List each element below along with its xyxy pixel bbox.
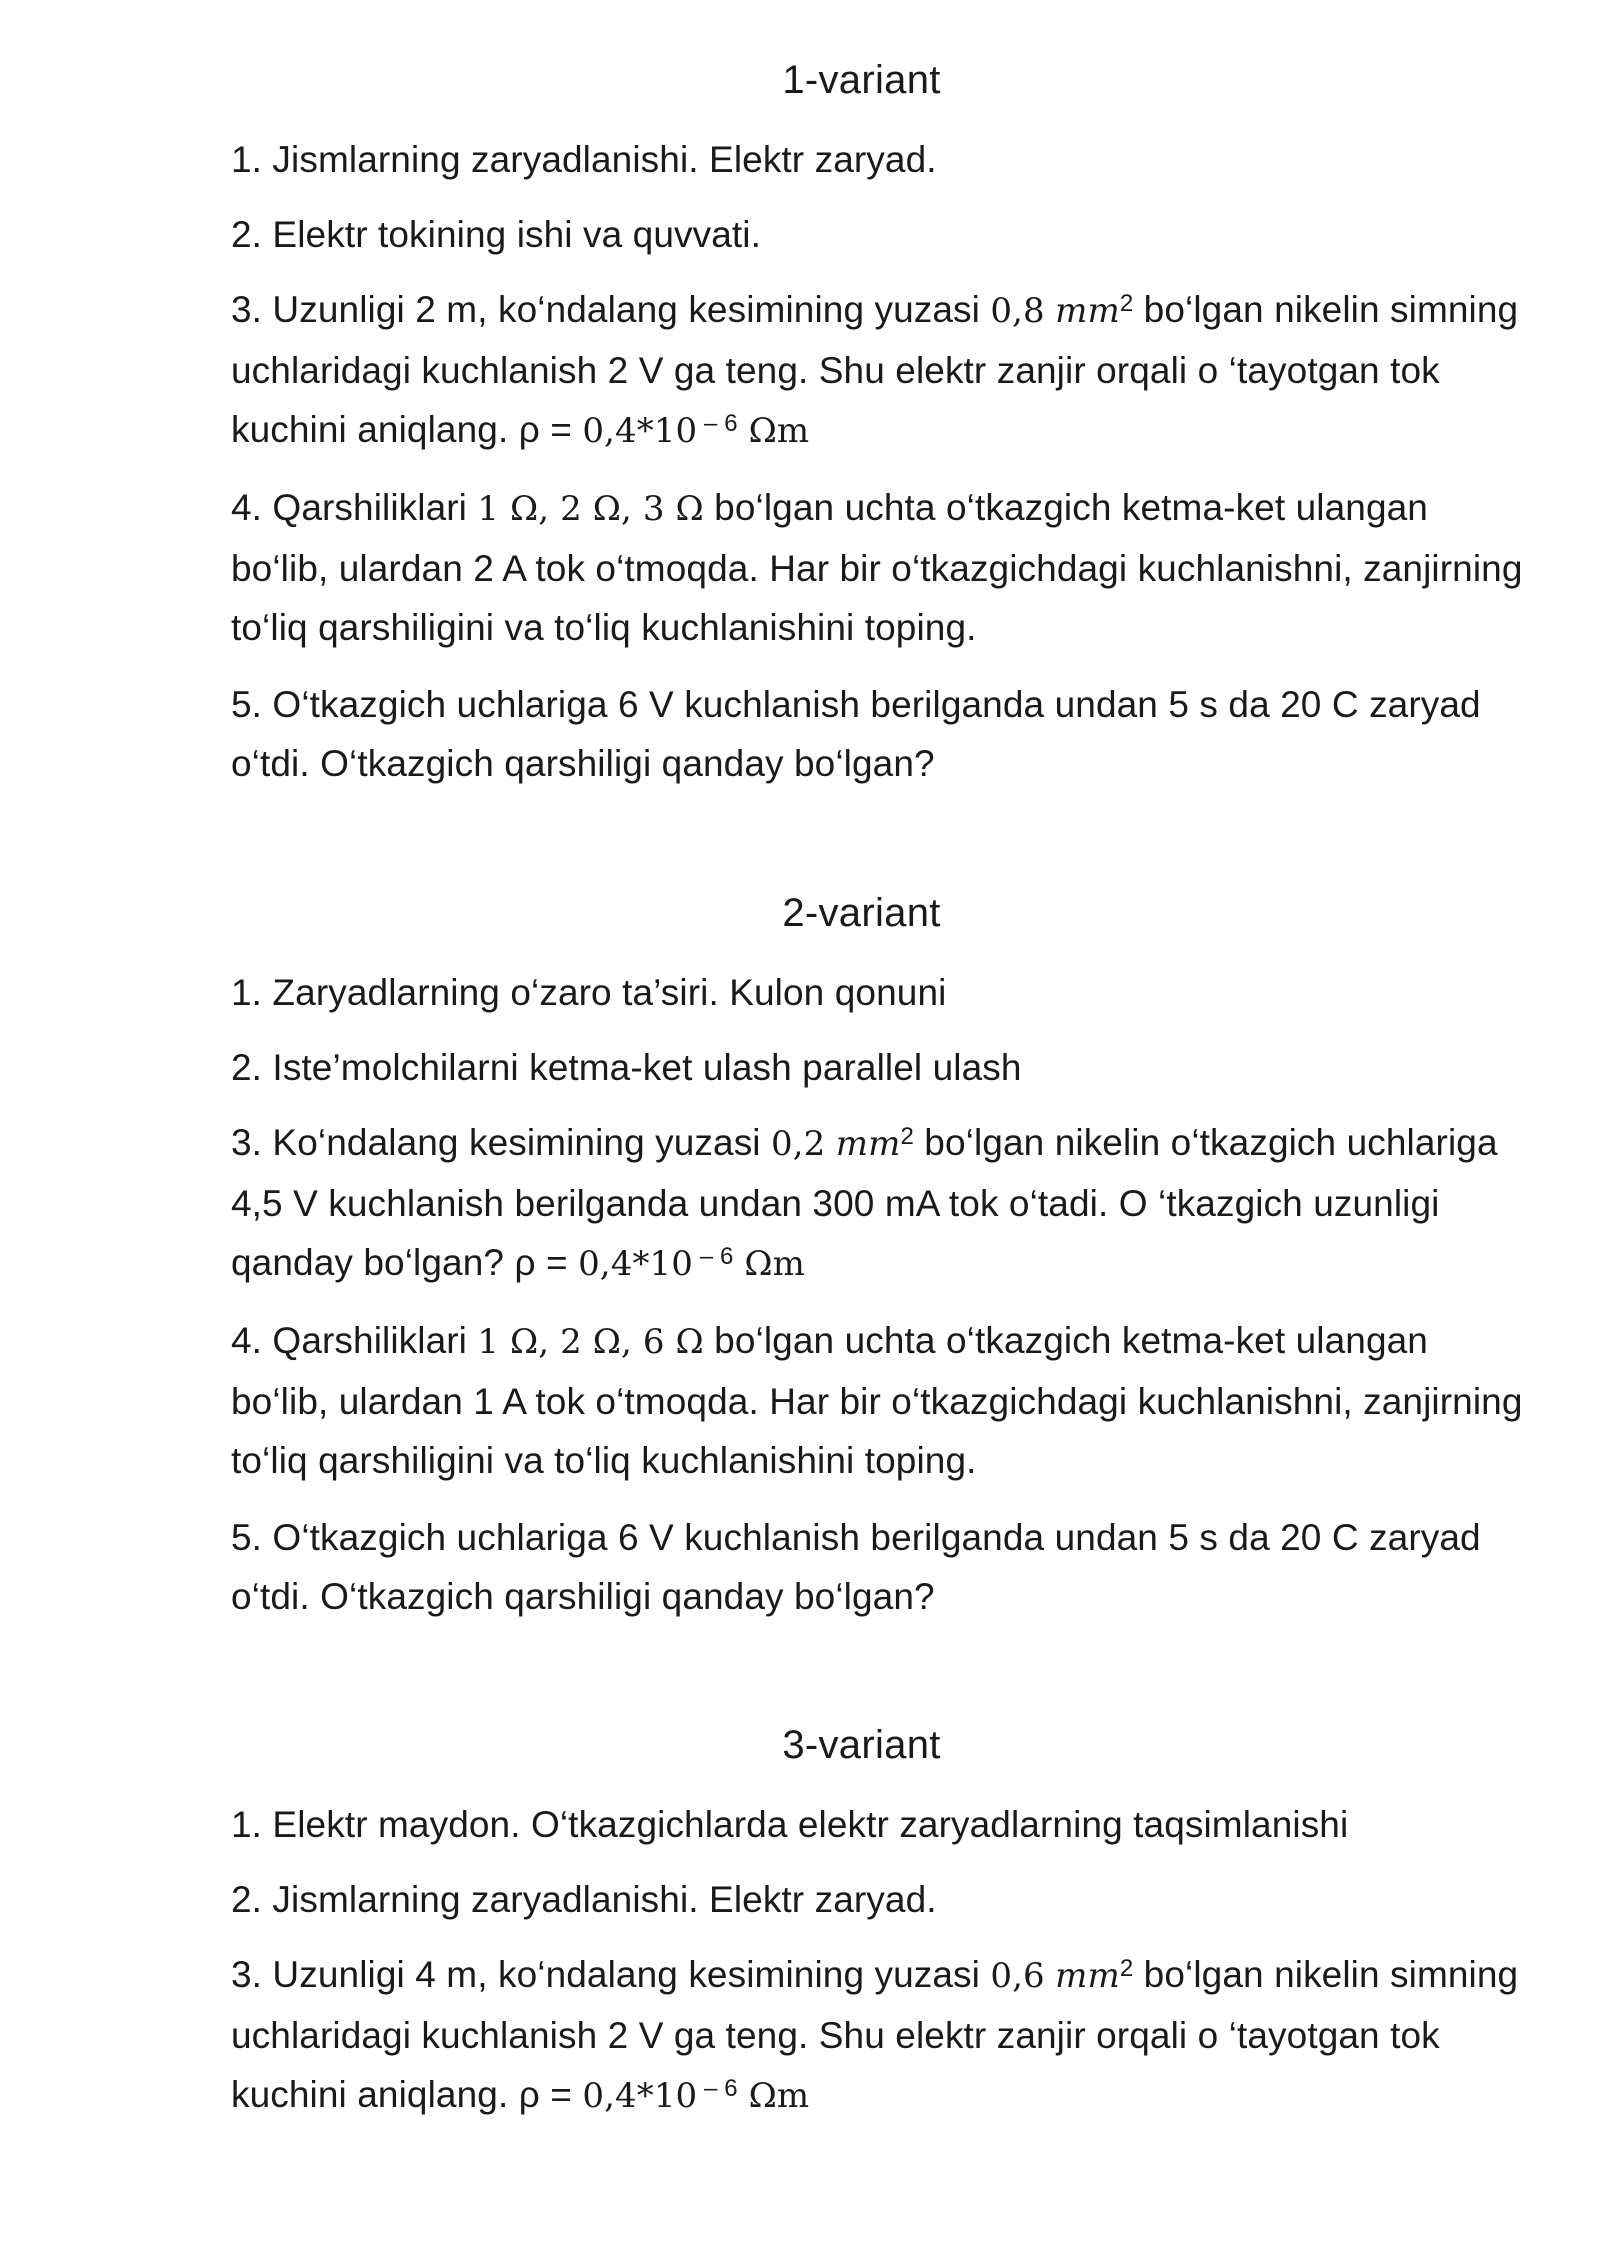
variant-3-question-1: 1. Elektr maydon. O‘tkazgichlarda elektr zaryadlarning taqsimlanishi [231,1804,1349,1845]
question-text: bo‘lgan nikelin simning uchlaridagi kuchlanish 2 V ga teng. Shu elektr zanjir orqali o ‘tayotgan tok kuchini aniqlang. ρ = [231,1954,1519,2115]
variant-1-title: 1-variant [782,58,941,102]
area-unit: mm [1055,1956,1120,1996]
variant-1-question-2: 2. Elektr tokining ishi va quvvati. [231,214,761,255]
resistivity-value: 0,4*10 [578,1244,694,1284]
variant-2-question-4 [231,1311,1531,1490]
area-exponent: 2 [900,1123,914,1150]
resistivity-value: 0,4*10 [582,2076,698,2116]
resistivity-value: 0,4*10 [582,411,698,451]
resistivity-exponent: – 6 [697,410,738,437]
resistivity-unit: Ωm [737,2076,810,2116]
question-text: 4. Qarshiliklari [231,487,478,528]
variant-3-title: 3-variant [782,1723,941,1767]
area-exponent: 2 [1119,290,1134,317]
variant-3-question-2: 2. Jismlarning zaryadlanishi. Elektr zaryad. [231,1879,937,1920]
variant-2-question-5: 5. O‘tkazgich uchlariga 6 V kuchlanish berilganda undan 5 s da 20 C zaryad o‘tdi. O‘tkazgich qarshiligi qanday bo‘lgan? [231,1517,1481,1617]
variant-1-question-4 [231,478,1531,657]
variant-3-question-3 [231,1945,1531,2126]
area-value: 0,8 [990,291,1045,331]
variant-2-question-3 [231,1113,1531,1294]
area-unit: mm [835,1124,901,1164]
variant-2-question-2: 2. Iste’molchilarni ketma-ket ulash parallel ulash [231,1047,1022,1088]
question-text: bo‘lgan uchta o‘tkazgich ketma-ket ulangan bo‘lib, ulardan 2 A tok o‘tmoqda. Har bir o‘tkazgichdagi kuchlanishni, zanjirning to‘liq qarshiligini va to‘liq kuchlanishini toping. [231,487,1523,648]
resistivity-unit: Ωm [737,411,810,451]
resistivity-exponent: – 6 [697,2075,738,2102]
resistances: 1 Ω, 2 Ω, 6 Ω [477,1322,704,1362]
question-text: bo‘lgan nikelin o‘tkazgich uchlariga 4,5 V kuchlanish berilganda undan 300 mA tok o‘tadi. O ‘tkazgich uzunligi qanday bo‘lgan? ρ = [231,1122,1498,1283]
variant-1-question-3 [231,280,1531,461]
question-text: 3. Uzunligi 2 m, ko‘ndalang kesimining yuzasi [231,289,991,330]
question-text: 4. Qarshiliklari [231,1320,478,1361]
question-text: 3. Ko‘ndalang kesimining yuzasi [231,1122,772,1163]
area-value: 0,2 [771,1124,826,1164]
variant-1-question-5: 5. O‘tkazgich uchlariga 6 V kuchlanish berilganda undan 5 s da 20 C zaryad o‘tdi. O‘tkazgich qarshiligi qanday bo‘lgan? [231,684,1481,784]
question-text: 3. Uzunligi 4 m, ko‘ndalang kesimining yuzasi [231,1954,991,1995]
resistivity-unit: Ωm [733,1244,805,1284]
resistivity-exponent: – 6 [693,1243,734,1270]
area-value: 0,6 [990,1956,1045,1996]
variant-1-question-1: 1. Jismlarning zaryadlanishi. Elektr zaryad. [231,139,937,180]
area-exponent: 2 [1119,1955,1134,1982]
area-unit: mm [1055,291,1120,331]
variant-2-title: 2-variant [782,891,941,935]
question-text: bo‘lgan nikelin simning uchlaridagi kuchlanish 2 V ga teng. Shu elektr zanjir orqali o ‘tayotgan tok kuchini aniqlang. ρ = [231,289,1519,450]
question-text: bo‘lgan uchta o‘tkazgich ketma-ket ulangan bo‘lib, ulardan 1 A tok o‘tmoqda. Har bir o‘tkazgichdagi kuchlanishni, zanjirning to‘liq qarshiligini va to‘liq kuchlanishini toping. [231,1320,1523,1481]
resistances: 1 Ω, 2 Ω, 3 Ω [477,489,704,529]
variant-2-question-1: 1. Zaryadlarning o‘zaro ta’siri. Kulon qonuni [231,972,947,1013]
